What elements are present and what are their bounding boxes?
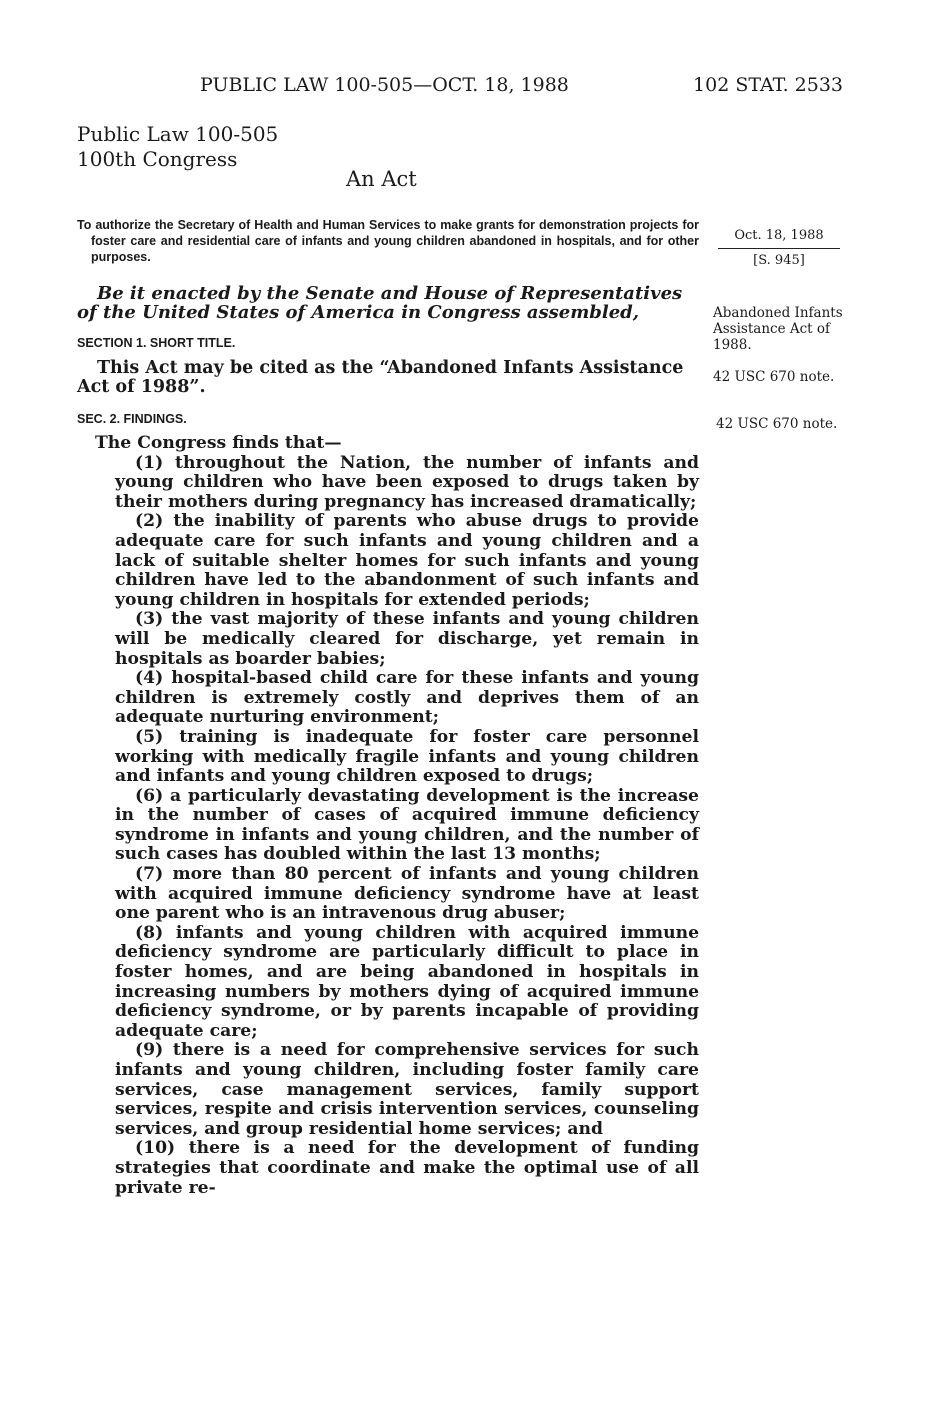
sidebar-date-block [718,226,840,271]
finding-item: (5) training is inadequate for foster care personnel working with medically fragile infants and young children and infants and young children exposed to drugs; [115,726,699,787]
law-identification [77,122,278,172]
act-title: An Act [346,167,417,191]
sidebar-usc-note-2: 42 USC 670 note. [716,416,838,432]
finding-item: (3) the vast majority of these infants and young children will be medically cleared for discharge, yet remain in hospitals as boarder babies; [115,609,699,669]
section-1-heading: SECTION 1. SHORT TITLE. [77,336,236,350]
bill-number: [S. 945] [753,253,805,268]
section-2-heading: SEC. 2. FINDINGS. [77,412,187,426]
section-1-text: This Act may be cited as the “Abandoned Infants Assistance Act of 1988”. [77,358,684,397]
finding-item: (9) there is a need for comprehensive services for such infants and young children, including foster family care services, case management services, family support services, respite and crisis intervention services, counseling services, and group residential home services; and [115,1040,699,1139]
findings-intro: The Congress finds that— [95,433,342,453]
purpose-text: To authorize the Secretary of Health and Human Services to make grants for demonstration projects for foster care and residential care of infants and young children abandoned in hospitals, and for other purposes. [77,218,699,264]
public-law-number: Public Law 100-505 [77,122,279,146]
finding-item: (2) the inability of parents who abuse drugs to provide adequate care for such infants and young children and a lack of suitable shelter homes for such infants and young children have led to the abandonment of such infants and young children in hospitals for extended periods; [115,511,699,610]
sidebar-usc-note-1: 42 USC 670 note. [713,369,835,385]
findings-list [95,454,699,1199]
finding-item: (1) throughout the Nation, the number of infants and young children who have been exposed to drugs taken by their mothers during pregnancy has increased dramatically; [115,452,699,512]
running-head: PUBLIC LAW 100-505—OCT. 18, 1988 [200,74,569,96]
purpose-statement [77,217,699,265]
congress-number: 100th Congress [77,147,238,171]
finding-item: (4) hospital-based child care for these infants and young children is extremely costly and deprives them of an adequate nurturing environment; [115,668,699,728]
stat-page-number: 102 STAT. 2533 [693,74,843,96]
finding-item: (6) a particularly devastating development is the increase in the number of cases of acquired immune deficiency syndrome in infants and young children, and the number of such cases has doubled within the last 13 months; [115,785,699,865]
enacting-clause: Be it enacted by the Senate and House of Representatives of the United States of America in Congress assembled, [77,283,683,323]
finding-item: (10) there is a need for the development of funding strategies that coordinate and make the optimal use of all private re- [115,1138,699,1198]
finding-item: (7) more than 80 percent of infants and young children with acquired immune deficiency syndrome have at least one parent who is an intravenous drug abuser; [115,864,699,924]
sidebar-short-title-note: Abandoned Infants Assistance Act of 1988. [713,305,843,353]
enactment-date: Oct. 18, 1988 [734,228,824,243]
findings-body [95,434,699,1198]
finding-item: (8) infants and young children with acquired immune deficiency syndrome are particularly difficult to place in foster homes, and are being abandoned in hospitals in increasing numbers by mothers dying of acquired immune deficiency syndrome, or by parents incapable of providing adequate care; [115,922,699,1041]
date-divider [718,248,840,249]
